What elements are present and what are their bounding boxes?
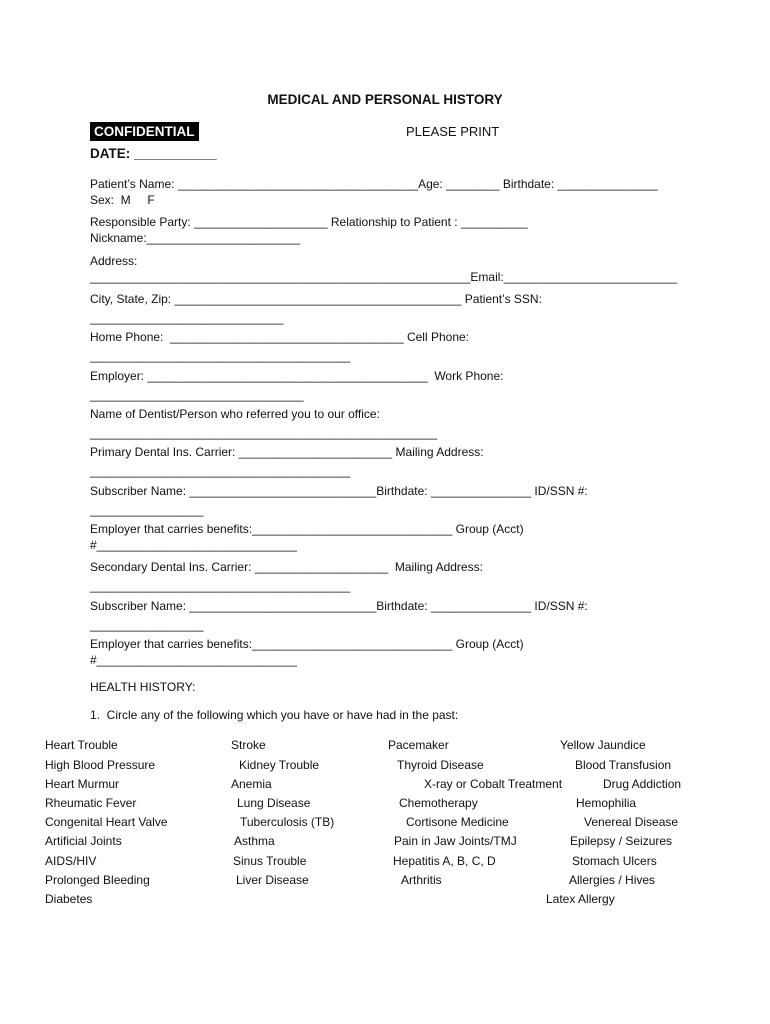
date-field[interactable]: DATE: ___________ — [90, 146, 217, 161]
condition-item[interactable]: Artificial Joints — [45, 834, 122, 848]
condition-item[interactable]: Rheumatic Fever — [45, 796, 137, 810]
condition-item[interactable]: Cortisone Medicine — [406, 815, 509, 829]
line-address-label: Address: — [90, 254, 138, 268]
condition-item[interactable]: High Blood Pressure — [45, 758, 156, 772]
line-home-phone[interactable]: Home Phone: ___________________________________ Cell Phone: — [90, 330, 470, 344]
condition-item[interactable]: Lung Disease — [237, 796, 311, 810]
condition-item[interactable]: Sinus Trouble — [233, 854, 307, 868]
line-subscriber-1[interactable]: Subscriber Name: ____________________________Birthdate: _______________ ID/SSN #: — [90, 484, 588, 498]
condition-item[interactable]: Thyroid Disease — [397, 758, 484, 772]
line-sex[interactable]: Sex: M F — [90, 193, 155, 207]
line-employer-benefits-1[interactable]: Employer that carries benefits:______________________________ Group (Acct) — [90, 522, 524, 536]
condition-item[interactable]: Chemotherapy — [399, 796, 478, 810]
condition-item[interactable]: Stroke — [231, 738, 266, 752]
line-subscriber-2[interactable]: Subscriber Name: ____________________________Birthdate: _______________ ID/SSN #: — [90, 599, 588, 613]
form-title: MEDICAL AND PERSONAL HISTORY — [267, 92, 503, 107]
condition-item[interactable]: Hepatitis A, B, C, D — [393, 854, 496, 868]
condition-item[interactable]: Diabetes — [45, 892, 93, 906]
line-nickname[interactable]: Nickname:_______________________ — [90, 231, 301, 245]
line-patient-ssn[interactable]: _____________________________ — [90, 311, 284, 325]
line-patient-name[interactable]: Patient’s Name: ____________________________________Age: ________ Birthdate: _______________ — [90, 177, 658, 191]
condition-item[interactable]: X-ray or Cobalt Treatment — [424, 777, 563, 791]
line-responsible-party[interactable]: Responsible Party: ____________________ Relationship to Patient : __________ — [90, 215, 528, 229]
line-secondary-carrier[interactable]: Secondary Dental Ins. Carrier: ____________________ Mailing Address: — [90, 560, 483, 574]
condition-item[interactable]: Venereal Disease — [584, 815, 679, 829]
condition-item[interactable]: Pain in Jaw Joints/TMJ — [394, 834, 517, 848]
condition-item[interactable]: Drug Addiction — [603, 777, 682, 791]
condition-item[interactable]: Pacemaker — [388, 738, 449, 752]
condition-item[interactable]: Kidney Trouble — [239, 758, 320, 772]
line-group-2[interactable]: #______________________________ — [90, 653, 297, 667]
line-cell-phone[interactable]: _______________________________________ — [90, 349, 351, 363]
condition-item[interactable]: Epilepsy / Seizures — [570, 834, 673, 848]
condition-item[interactable]: Congenital Heart Valve — [45, 815, 168, 829]
condition-item[interactable]: Arthritis — [401, 873, 442, 887]
line-city-state-zip[interactable]: City, State, Zip: ___________________________________________ Patient’s SSN: — [90, 292, 542, 306]
condition-item[interactable]: Anemia — [231, 777, 272, 791]
line-employer[interactable]: Employer: __________________________________________ Work Phone: — [90, 369, 504, 383]
condition-item[interactable]: Latex Allergy — [546, 892, 615, 906]
condition-item[interactable]: AIDS/HIV — [45, 854, 97, 868]
line-subscriber-1-id[interactable]: _________________ — [90, 503, 204, 517]
condition-item[interactable]: Asthma — [234, 834, 275, 848]
condition-item[interactable]: Heart Murmur — [45, 777, 120, 791]
condition-item[interactable]: Heart Trouble — [45, 738, 118, 752]
condition-item[interactable]: Hemophilia — [576, 796, 637, 810]
condition-item[interactable]: Liver Disease — [236, 873, 309, 887]
line-employer-benefits-2[interactable]: Employer that carries benefits:______________________________ Group (Acct) — [90, 637, 524, 651]
confidential-badge: CONFIDENTIAL — [90, 122, 199, 141]
condition-item[interactable]: Prolonged Bleeding — [45, 873, 150, 887]
health-history-instruction: 1. Circle any of the following which you have or have had in the past: — [90, 708, 459, 722]
condition-item[interactable]: Stomach Ulcers — [572, 854, 657, 868]
health-history-heading: HEALTH HISTORY: — [90, 680, 196, 694]
line-primary-carrier[interactable]: Primary Dental Ins. Carrier: _______________________ Mailing Address: — [90, 445, 484, 459]
please-print-label: PLEASE PRINT — [406, 124, 500, 139]
line-referred-by-label: Name of Dentist/Person who referred you to our office: — [90, 407, 380, 421]
condition-item[interactable]: Blood Transfusion — [575, 758, 672, 772]
line-group-1[interactable]: #______________________________ — [90, 538, 297, 552]
line-referred-by[interactable]: ____________________________________________________ — [90, 426, 438, 440]
condition-item[interactable]: Yellow Jaundice — [560, 738, 646, 752]
line-primary-mailing[interactable]: _______________________________________ — [90, 464, 351, 478]
line-secondary-mailing[interactable]: _______________________________________ — [90, 579, 351, 593]
line-address-email[interactable]: _________________________________________________________Email:__________________________ — [90, 270, 678, 284]
condition-item[interactable]: Allergies / Hives — [569, 873, 656, 887]
line-work-phone[interactable]: ________________________________ — [90, 388, 304, 402]
line-subscriber-2-id[interactable]: _________________ — [90, 618, 204, 632]
condition-item[interactable]: Tuberculosis (TB) — [240, 815, 335, 829]
